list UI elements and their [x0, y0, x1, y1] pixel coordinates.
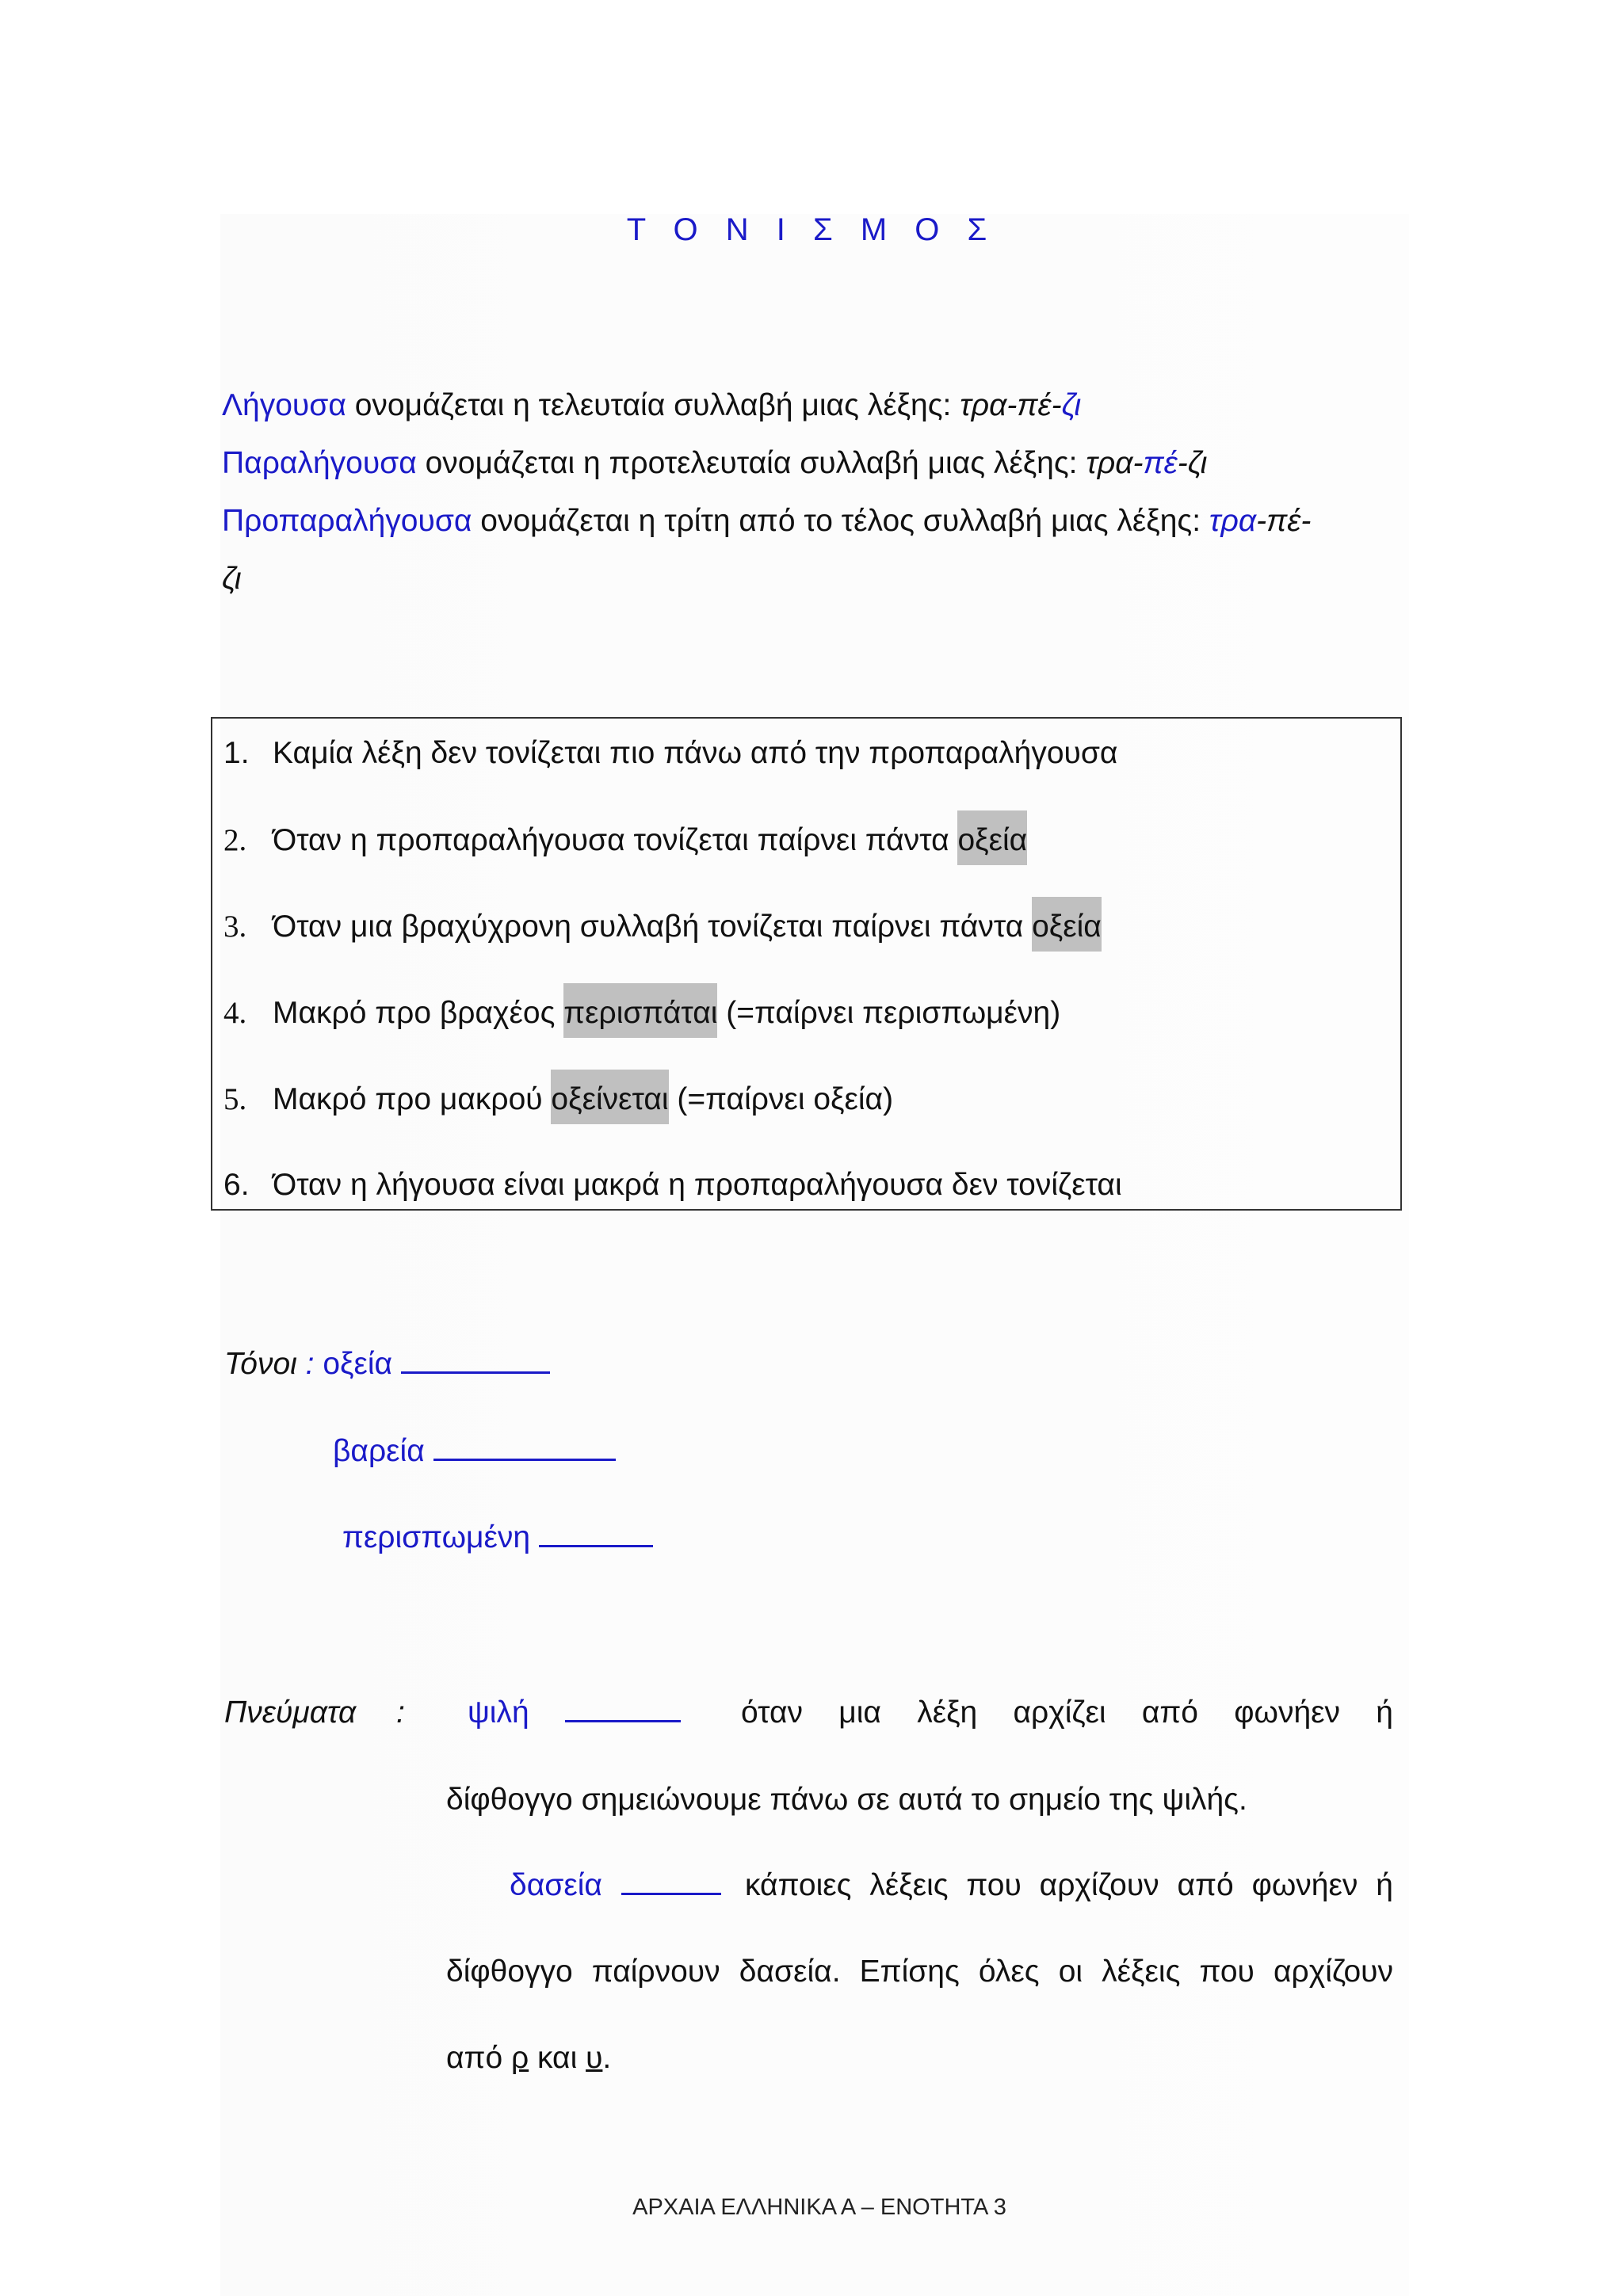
accents-perispomeni-line	[342, 1520, 653, 1555]
definition-ligousa	[222, 388, 1081, 423]
accent-oxeia: οξεία	[323, 1347, 393, 1381]
rule-item	[223, 1168, 1122, 1203]
rule-number: 2.	[223, 823, 247, 857]
accent-perispomeni: περισπωμένη	[342, 1520, 531, 1554]
word: από	[1177, 1868, 1234, 1902]
term: Λήγουσα	[222, 388, 346, 422]
term: Παραλήγουσα	[222, 446, 417, 480]
definition-text: ονομάζεται η τελευταία συλλαβή μιας λέξης:	[346, 388, 960, 422]
example-accented: πέ	[1143, 446, 1178, 480]
breathings-label	[224, 1695, 356, 1730]
blank-line[interactable]	[621, 1869, 721, 1895]
daseia-explanation-1	[745, 1868, 1393, 1903]
psili-line	[468, 1695, 529, 1730]
letter-ypsilon: υ	[586, 2041, 603, 2075]
psili-explanation-2	[446, 1783, 1247, 1817]
word: λέξη	[917, 1695, 978, 1730]
word: ή	[1376, 1695, 1393, 1730]
word: από	[1141, 1695, 1198, 1730]
rule-text: Όταν μια βραχύχρονη συλλαβή τονίζεται παίρνει πάντα	[273, 910, 1033, 944]
example-part: -ζι	[1177, 446, 1208, 480]
word: παίρνουν	[591, 1955, 720, 1989]
word: λέξεις	[869, 1868, 949, 1902]
breathings-label-text: Πνεύματα	[224, 1695, 357, 1730]
word: όλες	[978, 1955, 1040, 1989]
accent-rules-box	[211, 717, 1402, 1211]
definition-text: ονομάζεται η τρίτη από το τέλος συλλαβή μιας λέξης:	[472, 504, 1209, 538]
definition-continuation	[222, 562, 242, 597]
rule-highlight: οξείνεται	[551, 1070, 668, 1124]
word: που	[966, 1868, 1022, 1902]
rule-item	[223, 1081, 893, 1117]
psili-explanation-1	[741, 1695, 1393, 1730]
accents-label: Τόνοι	[224, 1347, 297, 1381]
word: δίφθογγο	[446, 1955, 573, 1989]
breathing-psili: ψιλή	[468, 1695, 529, 1730]
rule-text: Μακρό προ βραχέος	[273, 996, 564, 1030]
breathing-daseia: δασεία	[510, 1868, 602, 1902]
example-part: -πέ-	[1256, 504, 1312, 538]
rule-text: Όταν η προπαραλήγουσα τονίζεται παίρνει πάντα	[273, 823, 958, 857]
page-footer: ΑΡΧΑΙΑ ΕΛΛΗΝΙΚΑ Α – ΕΝΟΤΗΤΑ 3	[632, 2195, 1006, 2220]
breathings-colon	[396, 1695, 405, 1730]
word: λέξεις	[1102, 1955, 1181, 1989]
word: αρχίζουν	[1039, 1868, 1159, 1902]
definition-text: ονομάζεται η προτελευταία συλλαβή μιας λέξης:	[416, 446, 1086, 480]
word: φωνήεν	[1251, 1868, 1358, 1902]
rule-number: 5.	[223, 1082, 247, 1116]
word: μια	[838, 1695, 881, 1730]
psili-blank	[565, 1695, 681, 1730]
example-part: τρα-πέ-	[960, 388, 1062, 422]
word: Επίσης	[859, 1955, 960, 1989]
word: φωνήεν	[1234, 1695, 1341, 1730]
rule-text: Καμία λέξη δεν τονίζεται πιο πάνω από την προπαραλήγουσα	[273, 736, 1118, 770]
word: αρχίζουν	[1274, 1955, 1393, 1989]
rule-item	[223, 736, 1117, 771]
rule-text: Όταν η λήγουσα είναι μακρά η προπαραλήγουσα δεν τονίζεται	[273, 1168, 1122, 1202]
letter-rho: ρ	[510, 2041, 529, 2075]
explanation-text: από	[446, 2041, 511, 2075]
accent-vareia: βαρεία	[333, 1434, 425, 1468]
daseia-blank	[621, 1868, 721, 1903]
blank-line[interactable]	[539, 1521, 653, 1547]
rule-highlight: οξεία	[1032, 897, 1102, 952]
rule-number: 3.	[223, 910, 247, 944]
accents-colon: :	[296, 1347, 323, 1381]
term: Προπαραλήγουσα	[222, 504, 472, 538]
example-part: τρα-	[1086, 446, 1144, 480]
rule-text: Μακρό προ μακρού	[273, 1082, 552, 1116]
daseia-explanation-3	[446, 2041, 611, 2076]
blank-line[interactable]	[433, 1435, 616, 1461]
blank-line[interactable]	[565, 1696, 681, 1722]
rule-number: 1.	[223, 736, 250, 770]
explanation-text: δίφθογγο σημειώνουμε πάνω σε αυτά το σημείο της ψιλής.	[446, 1783, 1247, 1817]
explanation-text: και	[529, 2041, 586, 2075]
definition-paraligousa	[222, 446, 1207, 481]
explanation-text: .	[602, 2041, 612, 2075]
rule-text-after: (=παίρνει οξεία)	[668, 1082, 894, 1116]
accents-vareia-line	[333, 1434, 616, 1469]
rule-item	[223, 995, 1060, 1031]
example-continuation: ζι	[222, 562, 242, 596]
rule-number: 6.	[223, 1168, 250, 1202]
rule-highlight: περισπάται	[563, 983, 717, 1038]
daseia-explanation-2	[446, 1955, 1393, 1989]
breathings-colon-text: :	[396, 1695, 405, 1730]
word: οι	[1058, 1955, 1083, 1989]
accents-oxeia-line	[224, 1347, 550, 1382]
word: κάποιες	[745, 1868, 852, 1902]
rule-text-after: (=παίρνει περισπωμένη)	[717, 996, 1061, 1030]
rule-highlight: οξεία	[957, 810, 1027, 865]
rule-item	[223, 909, 1102, 944]
definition-proparaligousa	[222, 504, 1311, 539]
rule-item	[223, 822, 1027, 858]
example-accented: τρα	[1209, 504, 1257, 538]
word: όταν	[741, 1695, 804, 1730]
example-accented: ζι	[1061, 388, 1082, 422]
blank-line[interactable]	[401, 1348, 550, 1374]
daseia-line	[510, 1868, 602, 1903]
word: που	[1199, 1955, 1254, 1989]
word: ή	[1376, 1868, 1393, 1902]
word: δασεία.	[739, 1955, 841, 1989]
page-title: Τ Ο Ν Ι Σ Μ Ο Σ	[626, 212, 997, 247]
rule-number: 4.	[223, 996, 247, 1030]
word: αρχίζει	[1013, 1695, 1106, 1730]
